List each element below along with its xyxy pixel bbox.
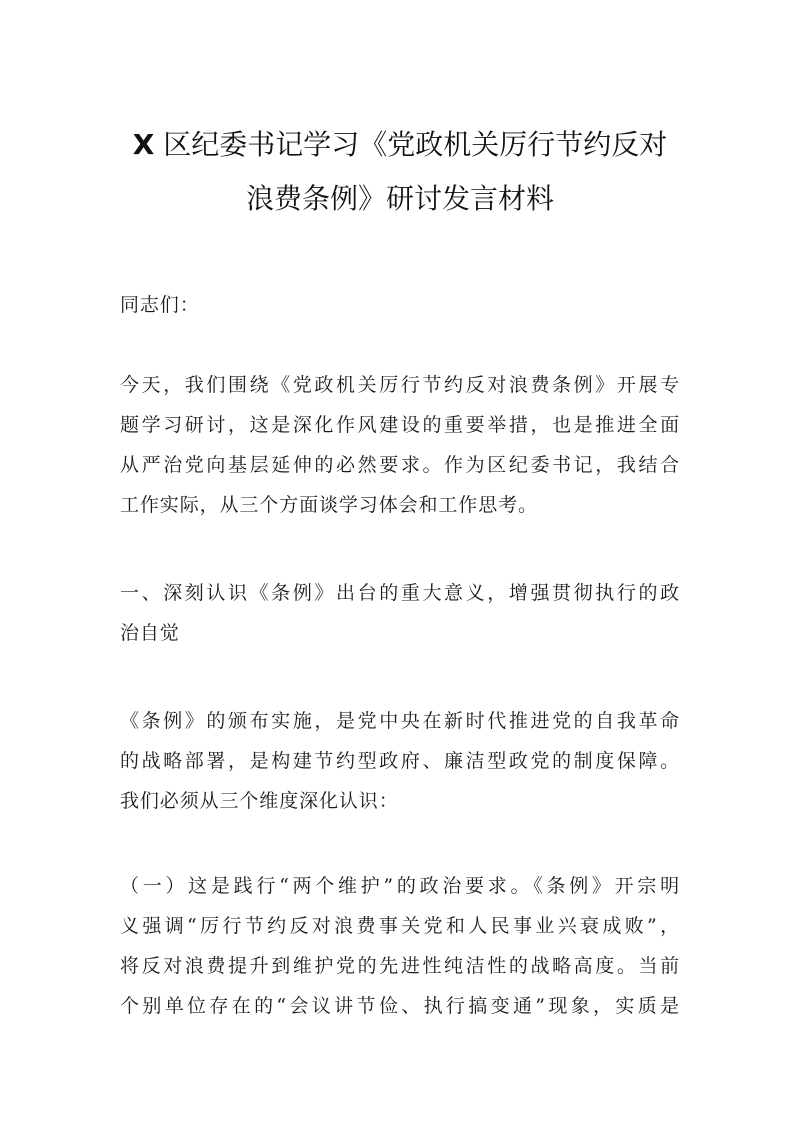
heading-line: 治自觉 — [120, 622, 180, 644]
title-line-2: 浪费条例》研讨发言材料 — [245, 182, 554, 215]
title-line-1: X 区纪委书记学习《党政机关厉行节约反对 — [132, 128, 668, 161]
paragraph-line: 我们必须从三个维度深化认识： — [120, 790, 399, 812]
paragraph-line: 将反对浪费提升到维护党的先进性纯洁性的战略高度。当前 — [120, 955, 680, 977]
paragraph-line: 个别单位存在的“会议讲节俭、执行搞变通”现象，实质是 — [120, 995, 680, 1017]
heading-line: 一、深刻认识《条例》出台的重大意义，增强贯彻执行的政 — [120, 582, 680, 604]
paragraph-line: 义强调“厉行节约反对浪费事关党和人民事业兴衰成败”， — [120, 915, 680, 937]
section-heading-1 — [120, 573, 680, 653]
paragraph-line: 从严治党向基层延伸的必然要求。作为区纪委书记，我结合 — [120, 454, 680, 476]
paragraph-line: 的战略部署，是构建节约型政府、廉洁型政党的制度保障。 — [120, 750, 680, 772]
greeting — [120, 285, 680, 325]
paragraph-line: （一）这是践行“两个维护”的政治要求。《条例》开宗明 — [120, 875, 680, 897]
paragraph-line: 《条例》的颁布实施，是党中央在新时代推进党的自我革命 — [120, 710, 680, 732]
greeting-text: 同志们： — [120, 294, 200, 316]
paragraph-line: 今天，我们围绕《党政机关厉行节约反对浪费条例》开展专 — [120, 374, 680, 396]
paragraph-intro — [120, 365, 680, 525]
paragraph-significance — [120, 701, 680, 821]
document-title — [120, 118, 680, 226]
paragraph-line: 题学习研讨，这是深化作风建设的重要举措，也是推进全面 — [120, 414, 680, 436]
paragraph-point-1 — [120, 866, 680, 1026]
title-x-mark: X — [132, 128, 155, 161]
paragraph-line: 工作实际，从三个方面谈学习体会和工作思考。 — [120, 494, 538, 516]
